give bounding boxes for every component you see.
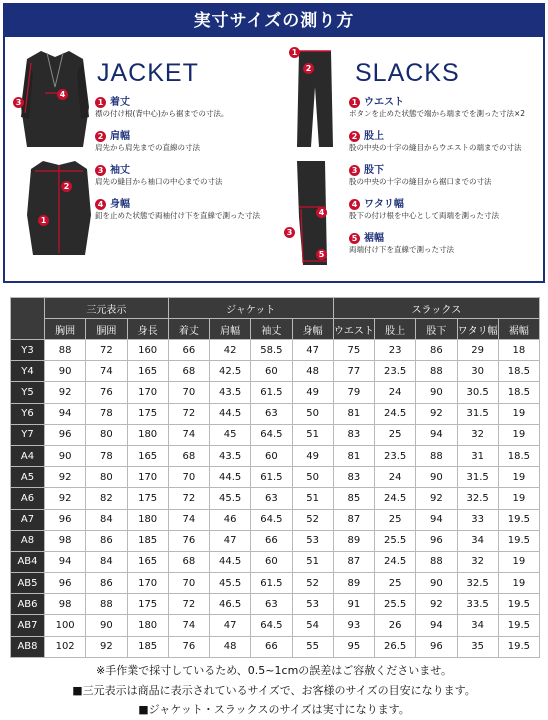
table-row — [11, 467, 540, 488]
table-cell: 23 — [375, 340, 416, 361]
jacket-marker-1: 1 — [38, 215, 49, 226]
jacket-marker-4: 4 — [57, 89, 68, 100]
table-cell: 60 — [251, 551, 292, 572]
guide-title: 実寸サイズの測り方 — [5, 5, 543, 37]
table-cell: 74 — [168, 509, 209, 530]
table-cell: 66 — [251, 530, 292, 551]
col-header: 袖丈 — [251, 319, 292, 340]
table-row — [11, 382, 540, 403]
table-cell: 90 — [416, 467, 457, 488]
table-cell: 50 — [292, 403, 333, 424]
note-sanmoto: ■三元表示は商品に表示されているサイズで、お客様のサイズの目安になります。 — [72, 684, 476, 697]
table-cell: 180 — [127, 424, 168, 445]
table-cell: 85 — [333, 488, 374, 509]
col-header: 身長 — [127, 319, 168, 340]
table-cell: 89 — [333, 530, 374, 551]
table-cell: 76 — [168, 530, 209, 551]
table-cell: 92 — [416, 403, 457, 424]
jacket-item-chest: 4 身幅 釦を止めた状態で両袖付け下を直線で測った寸法 — [95, 199, 260, 220]
table-cell: 44.5 — [210, 551, 251, 572]
table-cell: 96 — [416, 530, 457, 551]
table-cell: 47 — [210, 615, 251, 636]
table-cell: 26.5 — [375, 636, 416, 657]
table-cell: 68 — [168, 445, 209, 466]
table-cell: 170 — [127, 573, 168, 594]
table-cell: 98 — [45, 594, 86, 615]
table-cell: 53 — [292, 594, 333, 615]
table-cell: 60 — [251, 445, 292, 466]
table-cell: 33.5 — [457, 594, 498, 615]
slacks-marker-3: 3 — [284, 227, 295, 238]
table-cell: 43.5 — [210, 445, 251, 466]
table-cell: 32 — [457, 424, 498, 445]
table-cell: 70 — [168, 573, 209, 594]
table-cell: 86 — [86, 530, 127, 551]
table-cell: 31.5 — [457, 467, 498, 488]
table-cell: 55 — [292, 636, 333, 657]
slacks-item-waist: 1 ウエスト ボタンを止めた状態で端から端までを測った寸法×2 — [349, 97, 526, 118]
table-cell: 74 — [86, 361, 127, 382]
slacks-item-rise: 2 股上 股の中央の十字の縫目からウエストの端までの寸法 — [349, 131, 522, 152]
size-label-cell: A7 — [11, 509, 45, 530]
table-cell: 74 — [168, 424, 209, 445]
table-cell: 86 — [416, 340, 457, 361]
slacks-item-inseam: 3 股下 股の中央の十字の縫目から裾口までの寸法 — [349, 165, 492, 186]
table-cell: 94 — [416, 424, 457, 445]
table-cell: 19.5 — [498, 615, 539, 636]
table-cell: 80 — [86, 424, 127, 445]
table-cell: 19 — [498, 551, 539, 572]
note-tolerance: ※手作業で採寸しているため、0.5~1cmの誤差はご容赦くださいませ。 — [96, 664, 452, 677]
table-cell: 81 — [333, 445, 374, 466]
table-cell: 31 — [457, 445, 498, 466]
table-row — [11, 636, 540, 657]
table-corner — [11, 298, 45, 340]
table-cell: 24 — [375, 467, 416, 488]
jacket-item-length: 1 着丈 襟の付け根(背中心)から裾までの寸法。 — [95, 97, 229, 118]
table-cell: 64.5 — [251, 615, 292, 636]
table-cell: 93 — [333, 615, 374, 636]
col-header: 股上 — [375, 319, 416, 340]
table-cell: 92 — [45, 488, 86, 509]
table-cell: 74 — [168, 615, 209, 636]
table-cell: 51 — [292, 424, 333, 445]
table-cell: 83 — [333, 467, 374, 488]
col-header: 着丈 — [168, 319, 209, 340]
size-label-cell: Y3 — [11, 340, 45, 361]
table-cell: 92 — [45, 382, 86, 403]
table-cell: 30.5 — [457, 382, 498, 403]
table-row — [11, 573, 540, 594]
table-cell: 49 — [292, 445, 333, 466]
table-cell: 70 — [168, 467, 209, 488]
table-cell: 90 — [416, 382, 457, 403]
table-cell: 170 — [127, 467, 168, 488]
table-row — [11, 615, 540, 636]
jacket-item-sleeve: 3 袖丈 肩先の縫目から袖口の中心までの寸法 — [95, 165, 223, 186]
table-cell: 60 — [251, 361, 292, 382]
jacket-marker-2: 2 — [61, 181, 72, 192]
table-cell: 88 — [416, 551, 457, 572]
size-label-cell: Y7 — [11, 424, 45, 445]
table-cell: 76 — [86, 382, 127, 403]
slacks-marker-5: 5 — [316, 249, 327, 260]
table-row — [11, 361, 540, 382]
table-cell: 47 — [292, 340, 333, 361]
table-cell: 23.5 — [375, 361, 416, 382]
size-label-cell: A5 — [11, 467, 45, 488]
table-cell: 45.5 — [210, 573, 251, 594]
slacks-marker-1: 1 — [289, 47, 300, 58]
size-table — [10, 297, 540, 658]
table-cell: 44.5 — [210, 403, 251, 424]
table-cell: 66 — [168, 340, 209, 361]
table-cell: 68 — [168, 361, 209, 382]
table-cell: 185 — [127, 530, 168, 551]
table-cell: 32 — [457, 551, 498, 572]
table-cell: 84 — [86, 551, 127, 572]
table-cell: 24.5 — [375, 551, 416, 572]
table-cell: 86 — [86, 573, 127, 594]
table-cell: 90 — [416, 573, 457, 594]
table-cell: 92 — [416, 594, 457, 615]
table-row — [11, 594, 540, 615]
table-row — [11, 424, 540, 445]
table-cell: 52 — [292, 573, 333, 594]
table-cell: 50 — [292, 467, 333, 488]
table-cell: 63 — [251, 403, 292, 424]
table-cell: 90 — [86, 615, 127, 636]
table-cell: 18 — [498, 340, 539, 361]
table-cell: 87 — [333, 551, 374, 572]
jacket-marker-3: 3 — [13, 97, 24, 108]
table-cell: 61.5 — [251, 573, 292, 594]
table-row — [11, 509, 540, 530]
slacks-marker-2: 2 — [303, 63, 314, 74]
table-cell: 79 — [333, 382, 374, 403]
table-cell: 91 — [333, 594, 374, 615]
table-cell: 24 — [375, 382, 416, 403]
table-cell: 72 — [168, 488, 209, 509]
table-row — [11, 445, 540, 466]
table-cell: 25 — [375, 573, 416, 594]
size-label-cell: Y5 — [11, 382, 45, 403]
table-row — [11, 488, 540, 509]
col-header: 肩幅 — [210, 319, 251, 340]
size-label-cell: A6 — [11, 488, 45, 509]
table-cell: 72 — [86, 340, 127, 361]
table-row — [11, 403, 540, 424]
table-cell: 32.5 — [457, 573, 498, 594]
table-cell: 64.5 — [251, 424, 292, 445]
table-cell: 185 — [127, 636, 168, 657]
table-cell: 160 — [127, 340, 168, 361]
table-cell: 96 — [416, 636, 457, 657]
measurement-guide — [3, 3, 545, 283]
table-cell: 175 — [127, 488, 168, 509]
table-cell: 61.5 — [251, 467, 292, 488]
table-cell: 78 — [86, 403, 127, 424]
table-cell: 165 — [127, 445, 168, 466]
table-cell: 26 — [375, 615, 416, 636]
size-label-cell: AB5 — [11, 573, 45, 594]
table-cell: 95 — [333, 636, 374, 657]
table-cell: 96 — [45, 509, 86, 530]
table-cell: 80 — [86, 467, 127, 488]
jacket-back-illustration — [25, 157, 93, 257]
table-cell: 88 — [416, 445, 457, 466]
table-cell: 165 — [127, 361, 168, 382]
size-label-cell: AB7 — [11, 615, 45, 636]
table-cell: 58.5 — [251, 340, 292, 361]
table-cell: 51 — [292, 551, 333, 572]
size-label-cell: AB4 — [11, 551, 45, 572]
note-actual-size: ■ジャケット・スラックスのサイズは実寸になります。 — [138, 703, 410, 716]
table-cell: 96 — [45, 573, 86, 594]
slacks-front-illustration — [295, 47, 335, 151]
table-cell: 180 — [127, 509, 168, 530]
table-cell: 46 — [210, 509, 251, 530]
table-cell: 32.5 — [457, 488, 498, 509]
size-label-cell: AB6 — [11, 594, 45, 615]
table-cell: 81 — [333, 403, 374, 424]
table-cell: 35 — [457, 636, 498, 657]
table-cell: 72 — [168, 403, 209, 424]
slacks-item-thigh: 4 ワタリ幅 股下の付け根を中心として両端を測った寸法 — [349, 199, 499, 220]
table-cell: 19 — [498, 424, 539, 445]
col-header: 胴囲 — [86, 319, 127, 340]
table-cell: 92 — [86, 636, 127, 657]
table-cell: 84 — [86, 509, 127, 530]
table-cell: 89 — [333, 573, 374, 594]
table-cell: 48 — [210, 636, 251, 657]
table-cell: 25 — [375, 509, 416, 530]
table-cell: 46.5 — [210, 594, 251, 615]
table-cell: 100 — [45, 615, 86, 636]
table-cell: 61.5 — [251, 382, 292, 403]
size-label-cell: Y4 — [11, 361, 45, 382]
slacks-marker-4: 4 — [316, 207, 327, 218]
col-header: 胸囲 — [45, 319, 86, 340]
table-cell: 180 — [127, 615, 168, 636]
table-cell: 48 — [292, 361, 333, 382]
table-cell: 63 — [251, 594, 292, 615]
table-cell: 92 — [45, 467, 86, 488]
table-row — [11, 340, 540, 361]
table-cell: 42 — [210, 340, 251, 361]
table-cell: 165 — [127, 551, 168, 572]
table-cell: 88 — [86, 594, 127, 615]
table-cell: 94 — [416, 615, 457, 636]
table-cell: 19 — [498, 488, 539, 509]
table-cell: 88 — [45, 340, 86, 361]
table-row — [11, 551, 540, 572]
table-cell: 90 — [45, 361, 86, 382]
table-cell: 34 — [457, 530, 498, 551]
table-cell: 76 — [168, 636, 209, 657]
table-cell: 87 — [333, 509, 374, 530]
table-cell: 75 — [333, 340, 374, 361]
table-cell: 94 — [416, 509, 457, 530]
size-label-cell: AB8 — [11, 636, 45, 657]
table-cell: 170 — [127, 382, 168, 403]
slacks-title: SLACKS — [355, 59, 460, 87]
table-cell: 29 — [457, 340, 498, 361]
col-header: 裾幅 — [498, 319, 539, 340]
table-cell: 24.5 — [375, 488, 416, 509]
table-cell: 19.5 — [498, 636, 539, 657]
table-cell: 45.5 — [210, 488, 251, 509]
table-cell: 43.5 — [210, 382, 251, 403]
table-cell: 78 — [86, 445, 127, 466]
table-cell: 72 — [168, 594, 209, 615]
table-cell: 33 — [457, 509, 498, 530]
table-cell: 45 — [210, 424, 251, 445]
table-cell: 77 — [333, 361, 374, 382]
table-cell: 19 — [498, 573, 539, 594]
size-label-cell: Y6 — [11, 403, 45, 424]
table-cell: 175 — [127, 403, 168, 424]
slacks-item-hem: 5 裾幅 両端付け下を直線で測った寸法 — [349, 233, 454, 254]
table-cell: 19.5 — [498, 530, 539, 551]
table-cell: 19.5 — [498, 509, 539, 530]
table-cell: 19 — [498, 403, 539, 424]
table-cell: 175 — [127, 594, 168, 615]
table-cell: 18.5 — [498, 361, 539, 382]
table-cell: 98 — [45, 530, 86, 551]
table-cell: 52 — [292, 509, 333, 530]
col-header: ウエスト — [333, 319, 374, 340]
table-row — [11, 530, 540, 551]
table-cell: 44.5 — [210, 467, 251, 488]
group-header-sanmoto: 三元表示 — [45, 298, 169, 319]
size-label-cell: A4 — [11, 445, 45, 466]
group-header-slacks: スラックス — [333, 298, 539, 319]
col-header: 股下 — [416, 319, 457, 340]
table-cell: 88 — [416, 361, 457, 382]
table-cell: 64.5 — [251, 509, 292, 530]
table-cell: 23.5 — [375, 445, 416, 466]
table-cell: 19.5 — [498, 594, 539, 615]
table-cell: 53 — [292, 530, 333, 551]
table-cell: 63 — [251, 488, 292, 509]
table-cell: 66 — [251, 636, 292, 657]
table-cell: 31.5 — [457, 403, 498, 424]
table-cell: 42.5 — [210, 361, 251, 382]
table-cell: 54 — [292, 615, 333, 636]
table-cell: 34 — [457, 615, 498, 636]
table-cell: 83 — [333, 424, 374, 445]
size-table-body — [11, 340, 540, 658]
table-cell: 30 — [457, 361, 498, 382]
table-cell: 25 — [375, 424, 416, 445]
table-cell: 70 — [168, 382, 209, 403]
table-cell: 18.5 — [498, 382, 539, 403]
table-cell: 47 — [210, 530, 251, 551]
table-cell: 25.5 — [375, 530, 416, 551]
table-cell: 49 — [292, 382, 333, 403]
table-cell: 102 — [45, 636, 86, 657]
table-cell: 94 — [45, 403, 86, 424]
table-cell: 90 — [45, 445, 86, 466]
table-cell: 92 — [416, 488, 457, 509]
table-cell: 94 — [45, 551, 86, 572]
table-cell: 51 — [292, 488, 333, 509]
table-cell: 96 — [45, 424, 86, 445]
size-label-cell: A8 — [11, 530, 45, 551]
table-cell: 19 — [498, 467, 539, 488]
jacket-front-illustration — [19, 47, 91, 151]
table-cell: 68 — [168, 551, 209, 572]
group-header-jacket: ジャケット — [168, 298, 333, 319]
table-cell: 25.5 — [375, 594, 416, 615]
table-cell: 18.5 — [498, 445, 539, 466]
table-cell: 82 — [86, 488, 127, 509]
jacket-title: JACKET — [97, 59, 199, 87]
col-header: ワタリ幅 — [457, 319, 498, 340]
table-cell: 24.5 — [375, 403, 416, 424]
col-header: 身幅 — [292, 319, 333, 340]
jacket-item-shoulder: 2 肩幅 肩先から肩先までの直線の寸法 — [95, 131, 200, 152]
size-table-wrap — [10, 297, 540, 658]
